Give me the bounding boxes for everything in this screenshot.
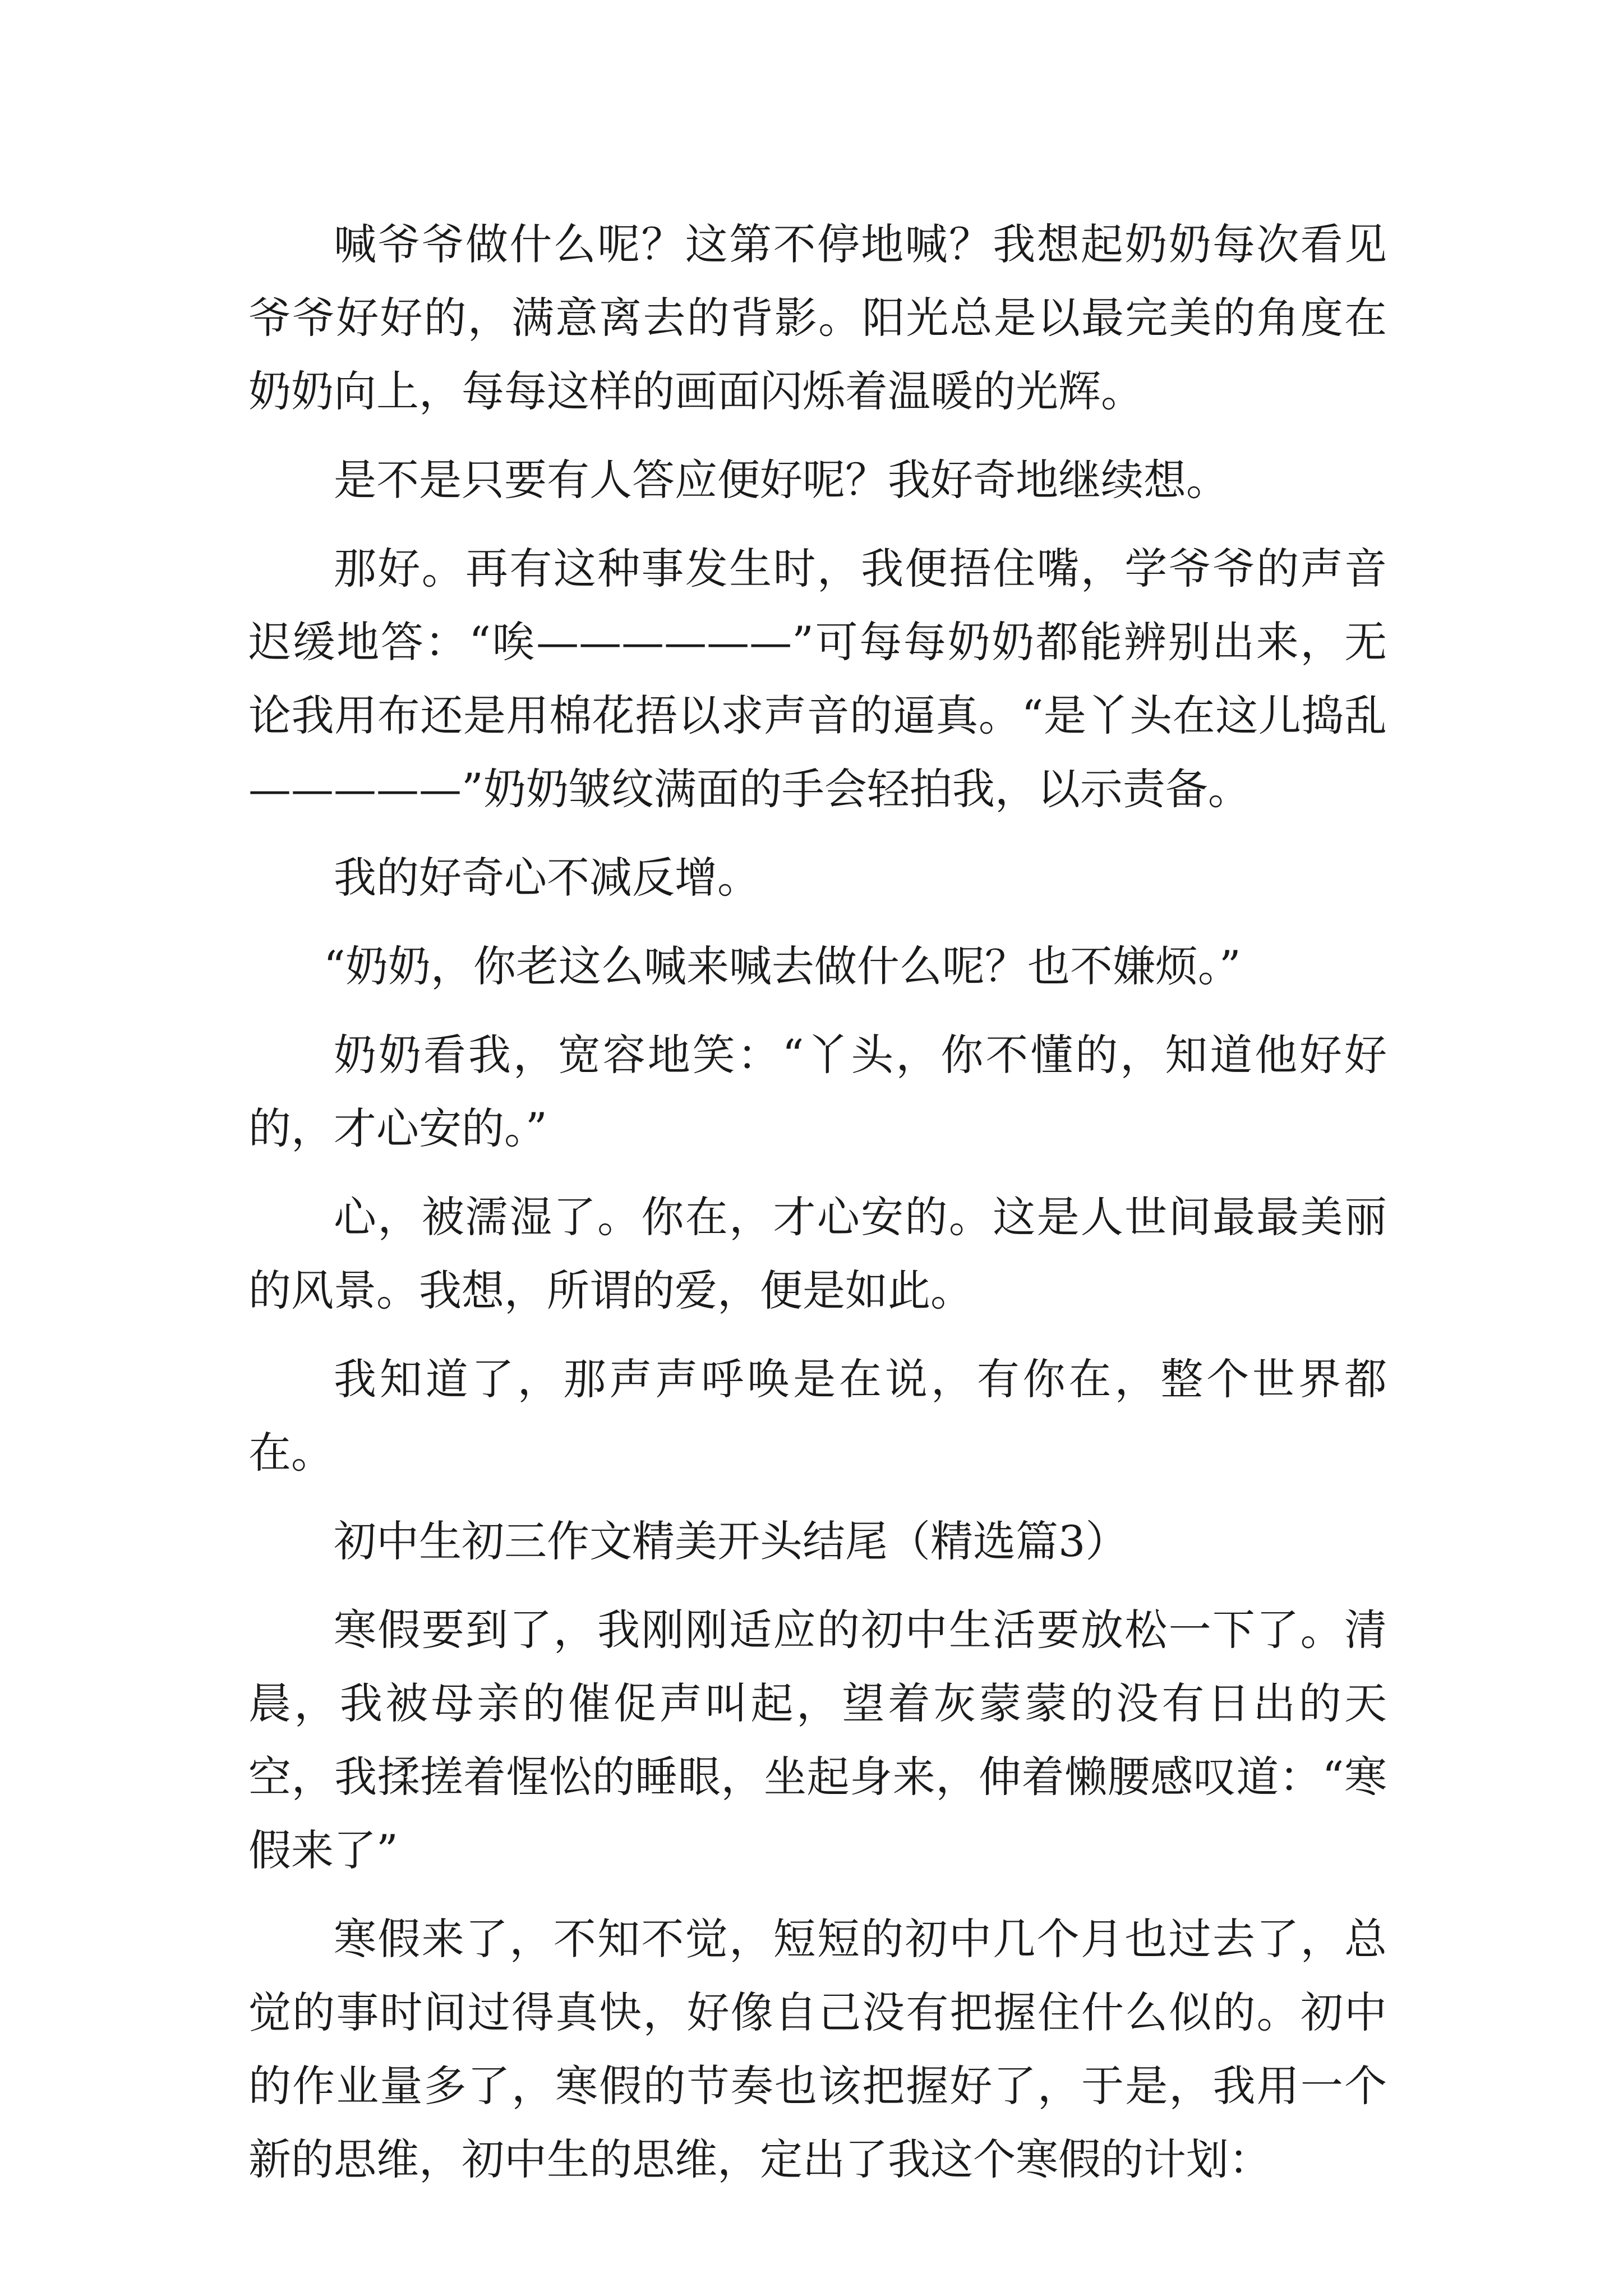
paragraph: “奶奶，你老这么喊来喊去做什么呢？也不嫌烦。” (324, 941, 1241, 991)
paragraph: 心，被濡湿了。你在，才心安的。这是人世间最最美丽的风景。我想，所谓的爱，便是如此。 (248, 1192, 1387, 1315)
paragraph: 喊爷爷做什么呢？这第不停地喊？我想起奶奶每次看见爷爷好好的，满意离去的背影。阳光总是以最完美的角度在奶奶向上，每每这样的画面闪烁着温暖的光辉。 (248, 219, 1387, 416)
paragraph: 寒假来了，不知不觉，短短的初中几个月也过去了，总觉的事时间过得真快，好像自己没有把握住什么似的。初中的作业量多了，寒假的节奏也该把握好了，于是，我用一个新的思维，初中生的思维，定出了我这个寒假的计划： (248, 1914, 1387, 2184)
paragraph: 是不是只要有人答应便好呢？我好奇地继续想。 (334, 455, 1229, 505)
section-heading: 初中生初三作文精美开头结尾（精选篇3） (334, 1516, 1128, 1566)
document-body (248, 208, 1387, 2211)
paragraph: 我知道了，那声声呼唤是在说，有你在，整个世界都在。 (248, 1354, 1387, 1478)
paragraph: 我的好奇心不减反增。 (334, 853, 760, 903)
paragraph: 奶奶看我，宽容地笑：“丫头，你不懂的，知道他好好的，才心安的。” (248, 1030, 1387, 1153)
paragraph: 寒假要到了，我刚刚适应的初中生活要放松一下了。清晨，我被母亲的催促声叫起，望着灰蒙蒙的没有日出的天空，我揉搓着惺忪的睡眼，坐起身来，伸着懒腰感叹道：“寒假来了” (248, 1605, 1387, 1875)
paragraph: 那好。再有这种事发生时，我便捂住嘴，学爷爷的声音迟缓地答：“唉——————”可每每奶奶都能辨别出来，无论我用布还是用棉花捂以求声音的逼真。“是丫头在这儿捣乱—————”奶奶皱纹满面的手会轻拍我，以示责备。 (248, 544, 1387, 814)
